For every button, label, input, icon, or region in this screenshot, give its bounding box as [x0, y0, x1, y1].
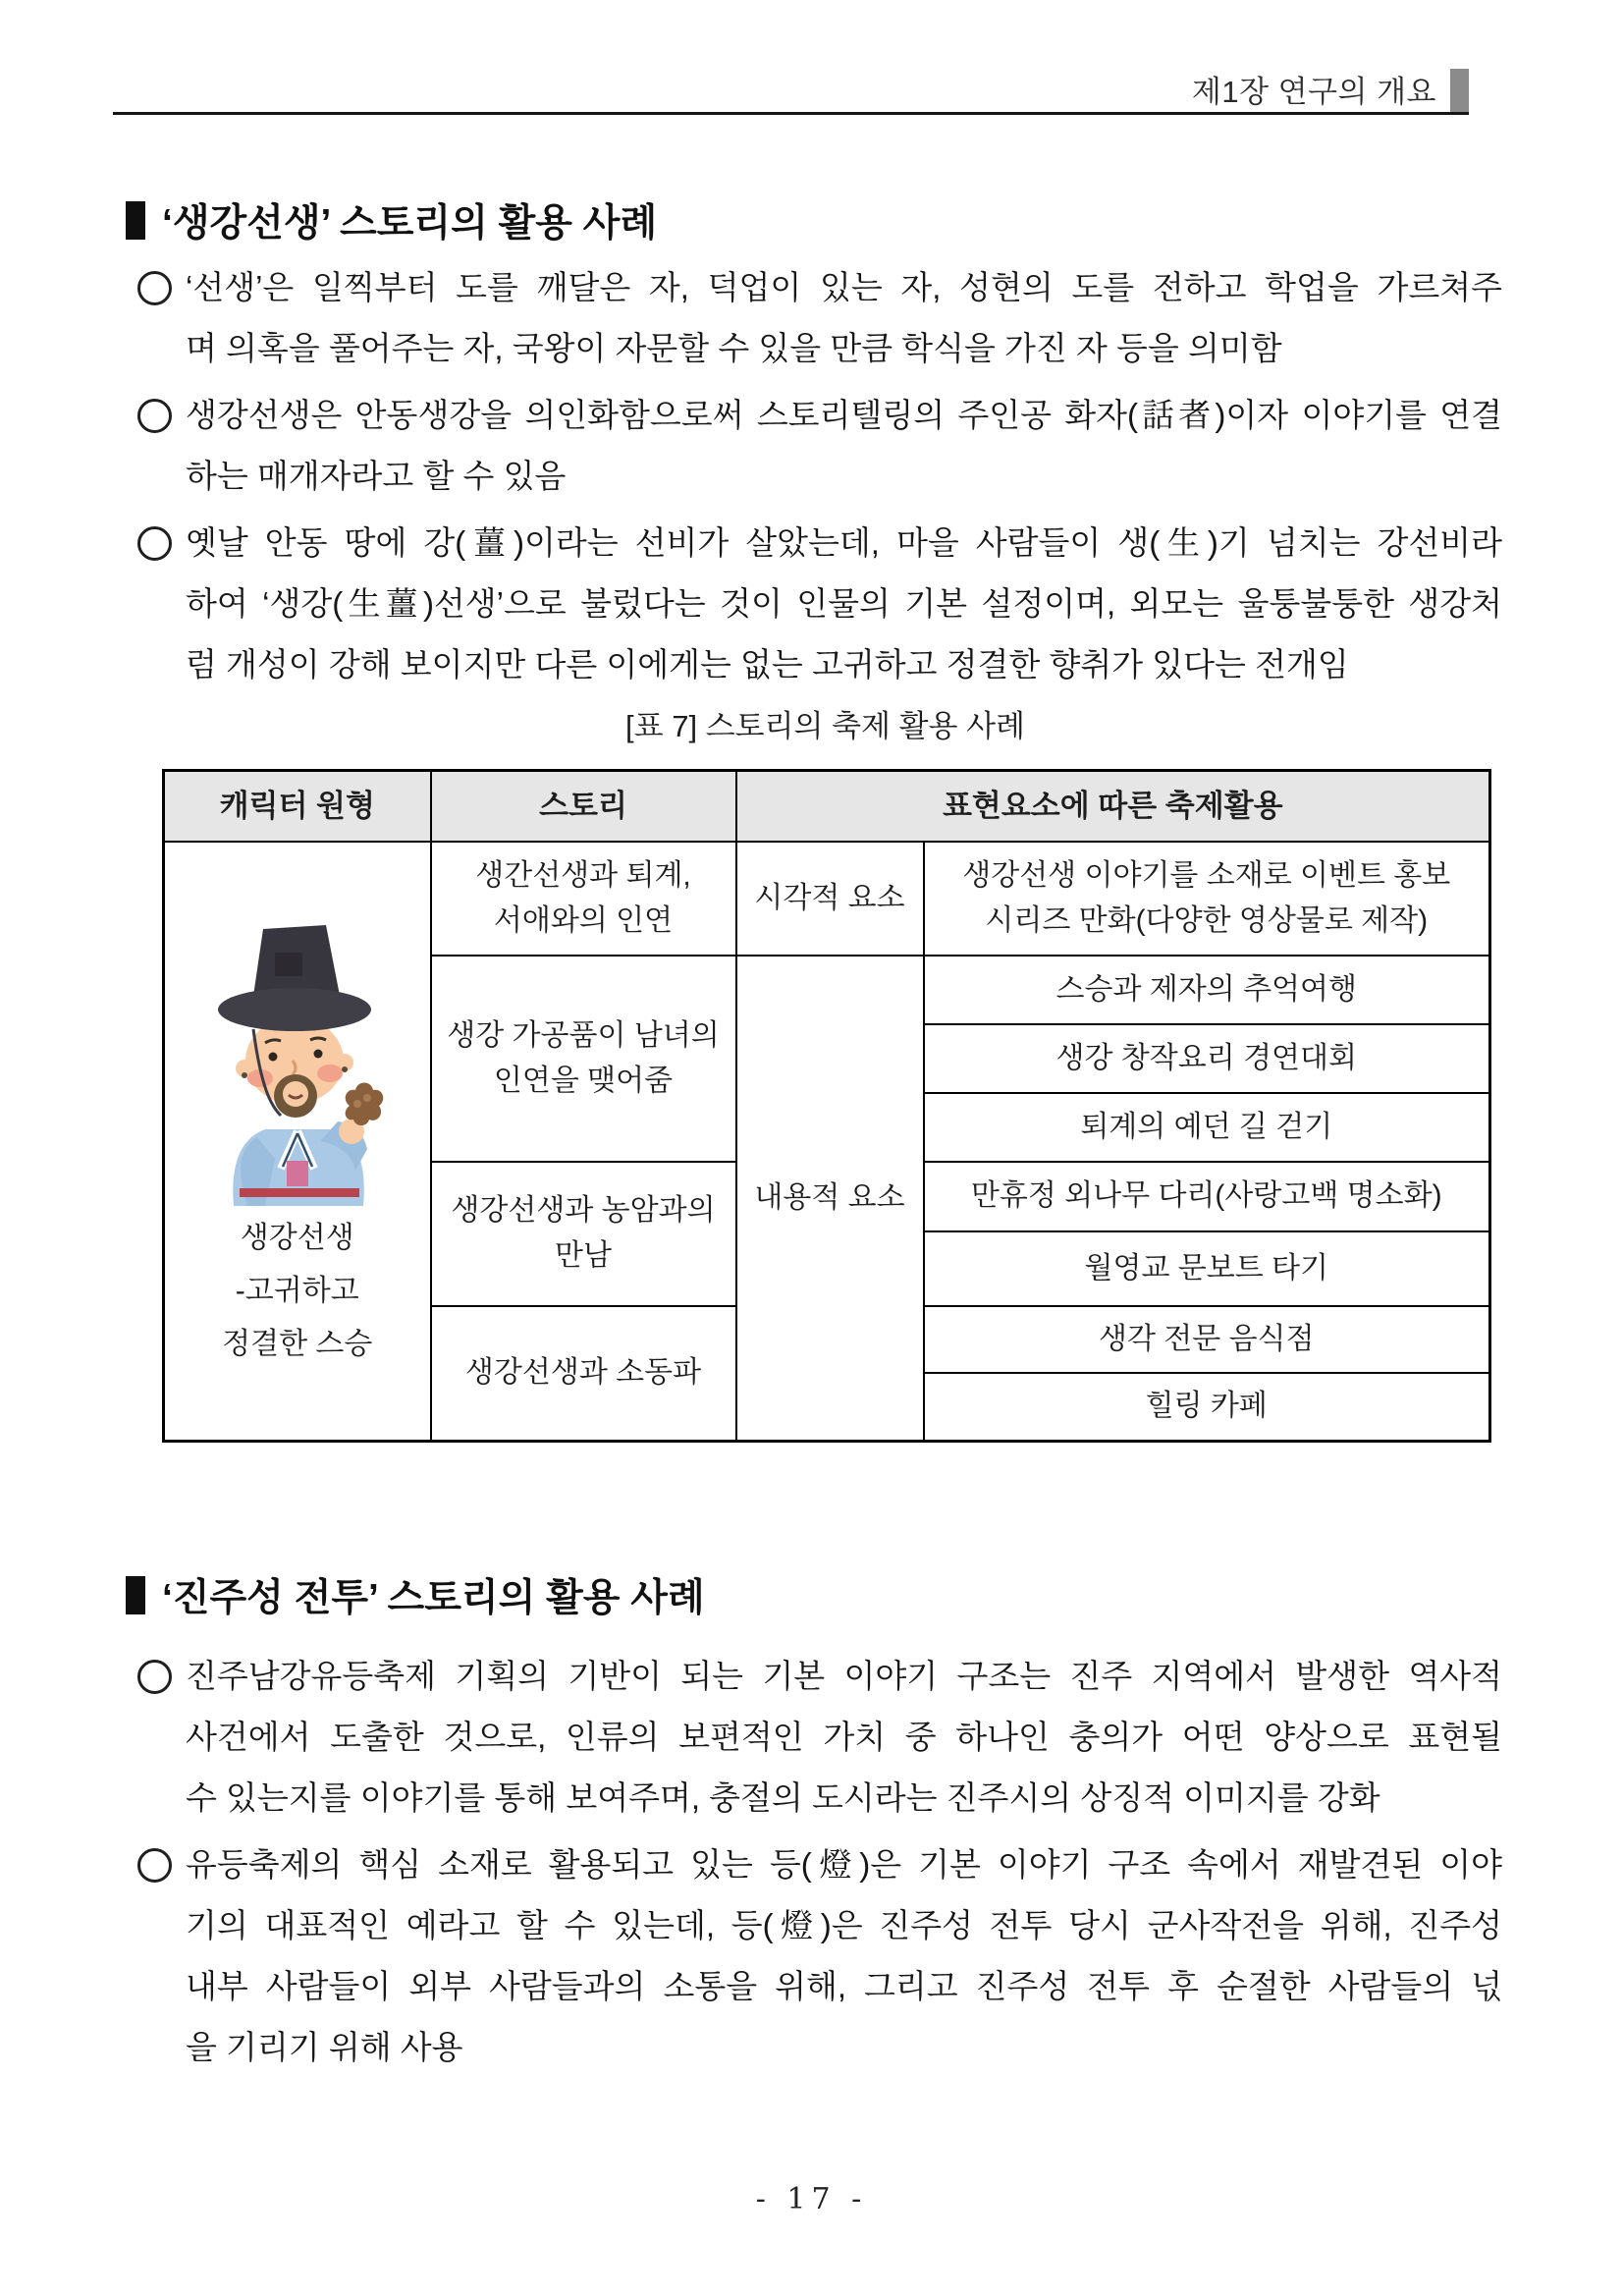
character-caption — [222, 1212, 372, 1371]
bullet-item — [135, 513, 1502, 695]
activity-cell: 월영교 문보트 타기 — [924, 1231, 1490, 1306]
bullet-item — [135, 257, 1502, 379]
ginger-teacher-illustration — [204, 911, 391, 1206]
bullet-text — [186, 385, 1502, 507]
section-marker-icon — [126, 201, 145, 240]
bullet-line: 기의 대표적인 예라고 할 수 있는데, 등(燈)은 진주성 전투 당시 군사작전을 위해, 진주성 — [186, 1907, 1502, 1943]
activity-cell: 생강 창작요리 경연대회 — [924, 1024, 1490, 1093]
section-1-bullets — [135, 257, 1502, 701]
running-header: 제1장 연구의 개요 — [1191, 75, 1436, 109]
story-cell-line: 서애와의 인연 — [493, 903, 674, 937]
col-header-festival-usage: 표현요소에 따른 축제활용 — [736, 771, 1490, 842]
page-number: - 17 - — [755, 2182, 868, 2216]
bullet-line: 하여 ‘생강(生薑)선생’으로 불렀다는 것이 인물의 기본 설정이며, 외모는 울퉁불퉁한 생강처 — [186, 585, 1502, 622]
story-cell-line: 생강선생과 농암과의 — [451, 1194, 716, 1227]
circle-bullet-icon — [137, 399, 172, 433]
story-cell-line: 인연을 맺어줌 — [493, 1064, 674, 1097]
section-heading-2 — [126, 1567, 705, 1622]
bullet-line: 사건에서 도출한 것으로, 인류의 보편적인 가치 중 하나인 충의가 어떤 양상으로 표현될 — [186, 1719, 1502, 1755]
character-caption-line: 정결한 스승 — [222, 1327, 373, 1360]
activity-cell: 퇴계의 예던 길 걷기 — [924, 1093, 1490, 1162]
header-rule — [113, 112, 1469, 115]
activity-cell: 만휴정 외나무 다리(사랑고백 명소화) — [924, 1162, 1490, 1231]
circle-bullet-icon — [137, 1660, 172, 1694]
bullet-line: 며 의혹을 풀어주는 자, 국왕이 자문할 수 있을 만큼 학식을 가진 자 등을 의미함 — [186, 330, 1282, 366]
activity-cell: 생각 전문 음식점 — [924, 1306, 1490, 1373]
story-cell: 생강선생과 소동파 — [431, 1306, 736, 1442]
bullet-line: 생강선생은 안동생강을 의인화함으로써 스토리텔링의 주인공 화자(話者)이자 이야기를 연결 — [186, 397, 1502, 433]
activity-cell-line: 시리즈 만화(다양한 영상물로 제작) — [985, 903, 1429, 937]
character-cell — [164, 842, 431, 1442]
section-marker-icon — [126, 1576, 145, 1614]
story-cell-line: 만남 — [555, 1239, 612, 1272]
bullet-line: 을 기리기 위해 사용 — [186, 2029, 463, 2065]
activity-cell: 스승과 제자의 추억여행 — [924, 956, 1490, 1024]
bullet-line: ‘선생’은 일찍부터 도를 깨달은 자, 덕업이 있는 자, 성현의 도를 전하고 학업을 가르쳐주 — [186, 269, 1502, 305]
section-heading-2-text: ‘진주성 전투’ 스토리의 활용 사례 — [162, 1577, 705, 1619]
bullet-item — [135, 1834, 1502, 2078]
story-cell-line: 생간선생과 퇴계, — [475, 858, 691, 892]
bullet-text — [186, 513, 1502, 695]
section-2-bullets — [135, 1646, 1502, 2084]
bullet-line: 하는 매개자라고 할 수 있음 — [186, 458, 567, 494]
header-accent-block — [1450, 69, 1469, 114]
table-caption: [표 7] 스토리의 축제 활용 사례 — [625, 709, 1025, 743]
bullet-line: 유등축제의 핵심 소재로 활용되고 있는 등(燈)은 기본 이야기 구조 속에서 재발견된 이야 — [186, 1846, 1502, 1883]
bullet-line: 수 있는지를 이야기를 통해 보여주며, 충절의 도시라는 진주시의 상징적 이미지를 강화 — [186, 1779, 1380, 1816]
activity-cell-line: 생강선생 이야기를 소재로 이벤트 홍보 — [962, 858, 1451, 892]
element-cell-visual: 시각적 요소 — [736, 842, 924, 956]
bullet-text — [186, 257, 1502, 379]
activity-cell: 힐링 카페 — [924, 1373, 1490, 1442]
circle-bullet-icon — [137, 1848, 172, 1883]
circle-bullet-icon — [137, 271, 172, 305]
section-heading-1 — [126, 192, 657, 247]
character-caption-line: -고귀하고 — [235, 1274, 359, 1307]
bullet-text — [186, 1834, 1502, 2078]
circle-bullet-icon — [137, 526, 172, 561]
table-header-row — [164, 771, 1490, 842]
character-caption-line: 생강선생 — [240, 1221, 354, 1254]
story-cell — [431, 1162, 736, 1306]
col-header-story: 스토리 — [431, 771, 736, 842]
bullet-line: 내부 사람들이 외부 사람들과의 소통을 위해, 그리고 진주성 전투 후 순절한 사람들의 넋 — [186, 1968, 1502, 2004]
element-cell-content: 내용적 요소 — [736, 956, 924, 1442]
story-cell — [431, 842, 736, 956]
bullet-item — [135, 385, 1502, 507]
bullet-text — [186, 1646, 1502, 1829]
story-cell-line: 생강 가공품이 남녀의 — [447, 1018, 720, 1052]
activity-cell — [924, 842, 1490, 956]
col-header-character: 캐릭터 원형 — [164, 771, 431, 842]
festival-usage-table — [162, 769, 1491, 1443]
bullet-line: 럼 개성이 강해 보이지만 다른 이에게는 없는 고귀하고 정결한 향취가 있다는 전개임 — [186, 646, 1349, 683]
bullet-line: 옛날 안동 땅에 강(薑)이라는 선비가 살았는데, 마을 사람들이 생(生)기 넘치는 강선비라 — [186, 524, 1502, 561]
story-cell — [431, 956, 736, 1162]
table-row — [164, 842, 1490, 956]
section-heading-1-text: ‘생강선생’ 스토리의 활용 사례 — [162, 202, 658, 245]
bullet-item — [135, 1646, 1502, 1829]
bullet-line: 진주남강유등축제 기획의 기반이 되는 기본 이야기 구조는 진주 지역에서 발생한 역사적 — [186, 1658, 1502, 1694]
